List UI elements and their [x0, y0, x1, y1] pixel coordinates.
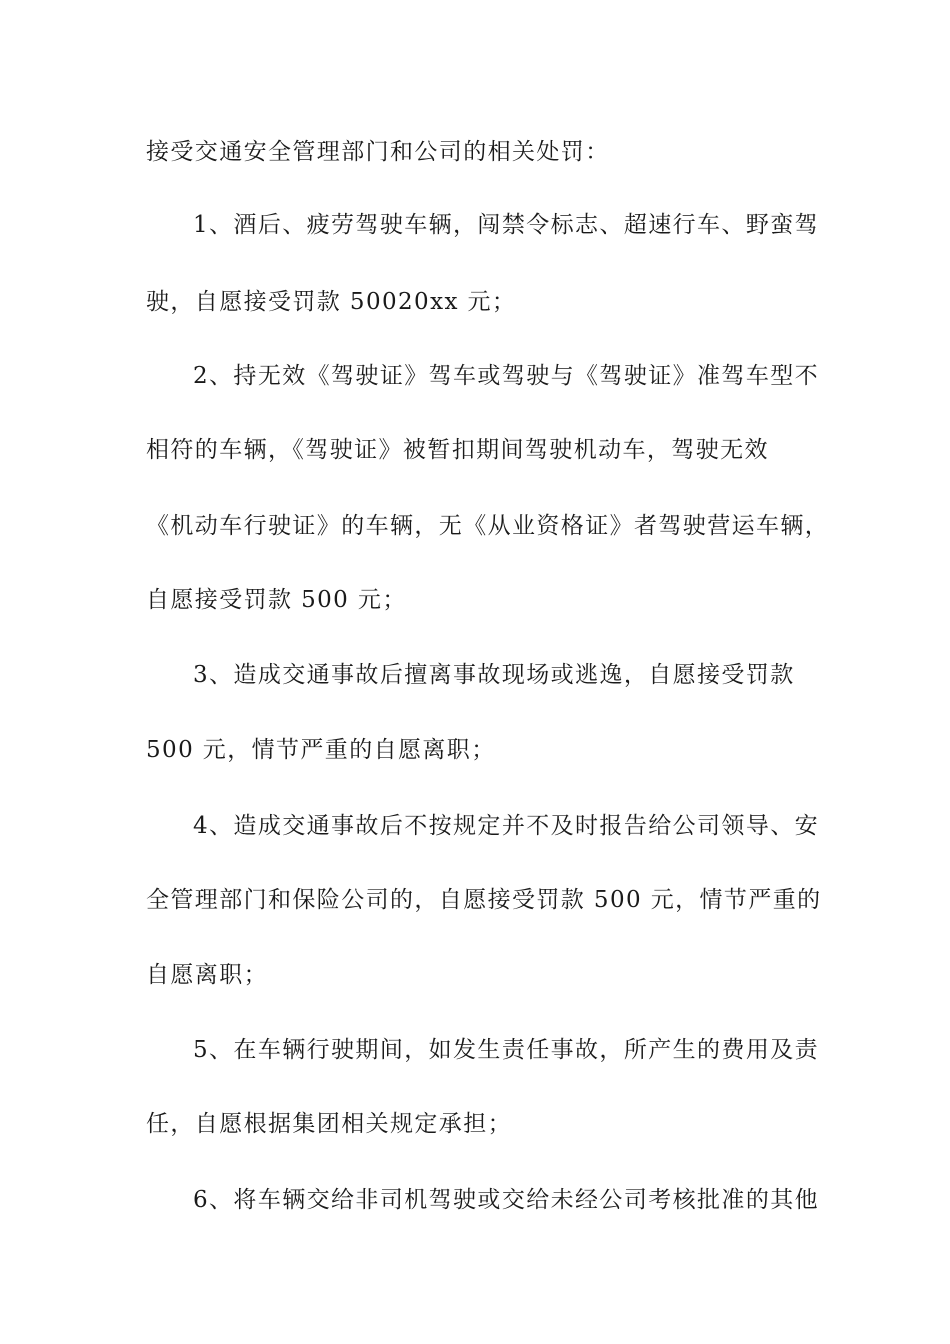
list-item-1-line-2: 驶，自愿接受罚款 50020xx 元；	[146, 289, 517, 315]
list-item-5-line-1: 5、在车辆行驶期间，如发生责任事故，所产生的费用及责	[193, 1037, 820, 1063]
list-item-2-line-4: 自愿接受罚款 500 元；	[146, 587, 407, 613]
list-item-2-line-3: 《机动车行驶证》的车辆，无《从业资格证》者驾驶营运车辆，	[146, 513, 830, 539]
list-item-4-line-1: 4、造成交通事故后不按规定并不及时报告给公司领导、安	[193, 813, 820, 839]
list-item-5-line-2: 任，自愿根据集团相关规定承担；	[146, 1111, 512, 1137]
list-item-3-line-2: 500 元，情节严重的自愿离职；	[146, 737, 496, 763]
list-item-2-line-2: 相符的车辆，《驾驶证》被暂扣期间驾驶机动车，驾驶无效	[146, 437, 769, 463]
list-item-3-line-1: 3、造成交通事故后擅离事故现场或逃逸，自愿接受罚款	[193, 662, 795, 688]
list-item-4-line-2: 全管理部门和保险公司的，自愿接受罚款 500 元，情节严重的	[146, 887, 822, 913]
list-item-4-line-3: 自愿离职；	[146, 962, 268, 988]
text-line: 接受交通安全管理部门和公司的相关处罚：	[146, 139, 610, 165]
list-item-6-line-1: 6、将车辆交给非司机驾驶或交给未经公司考核批准的其他	[193, 1187, 820, 1213]
list-item-2-line-1: 2、持无效《驾驶证》驾车或驾驶与《驾驶证》准驾车型不	[193, 363, 820, 389]
list-item-1-line-1: 1、酒后、疲劳驾驶车辆，闯禁令标志、超速行车、野蛮驾	[193, 212, 820, 238]
